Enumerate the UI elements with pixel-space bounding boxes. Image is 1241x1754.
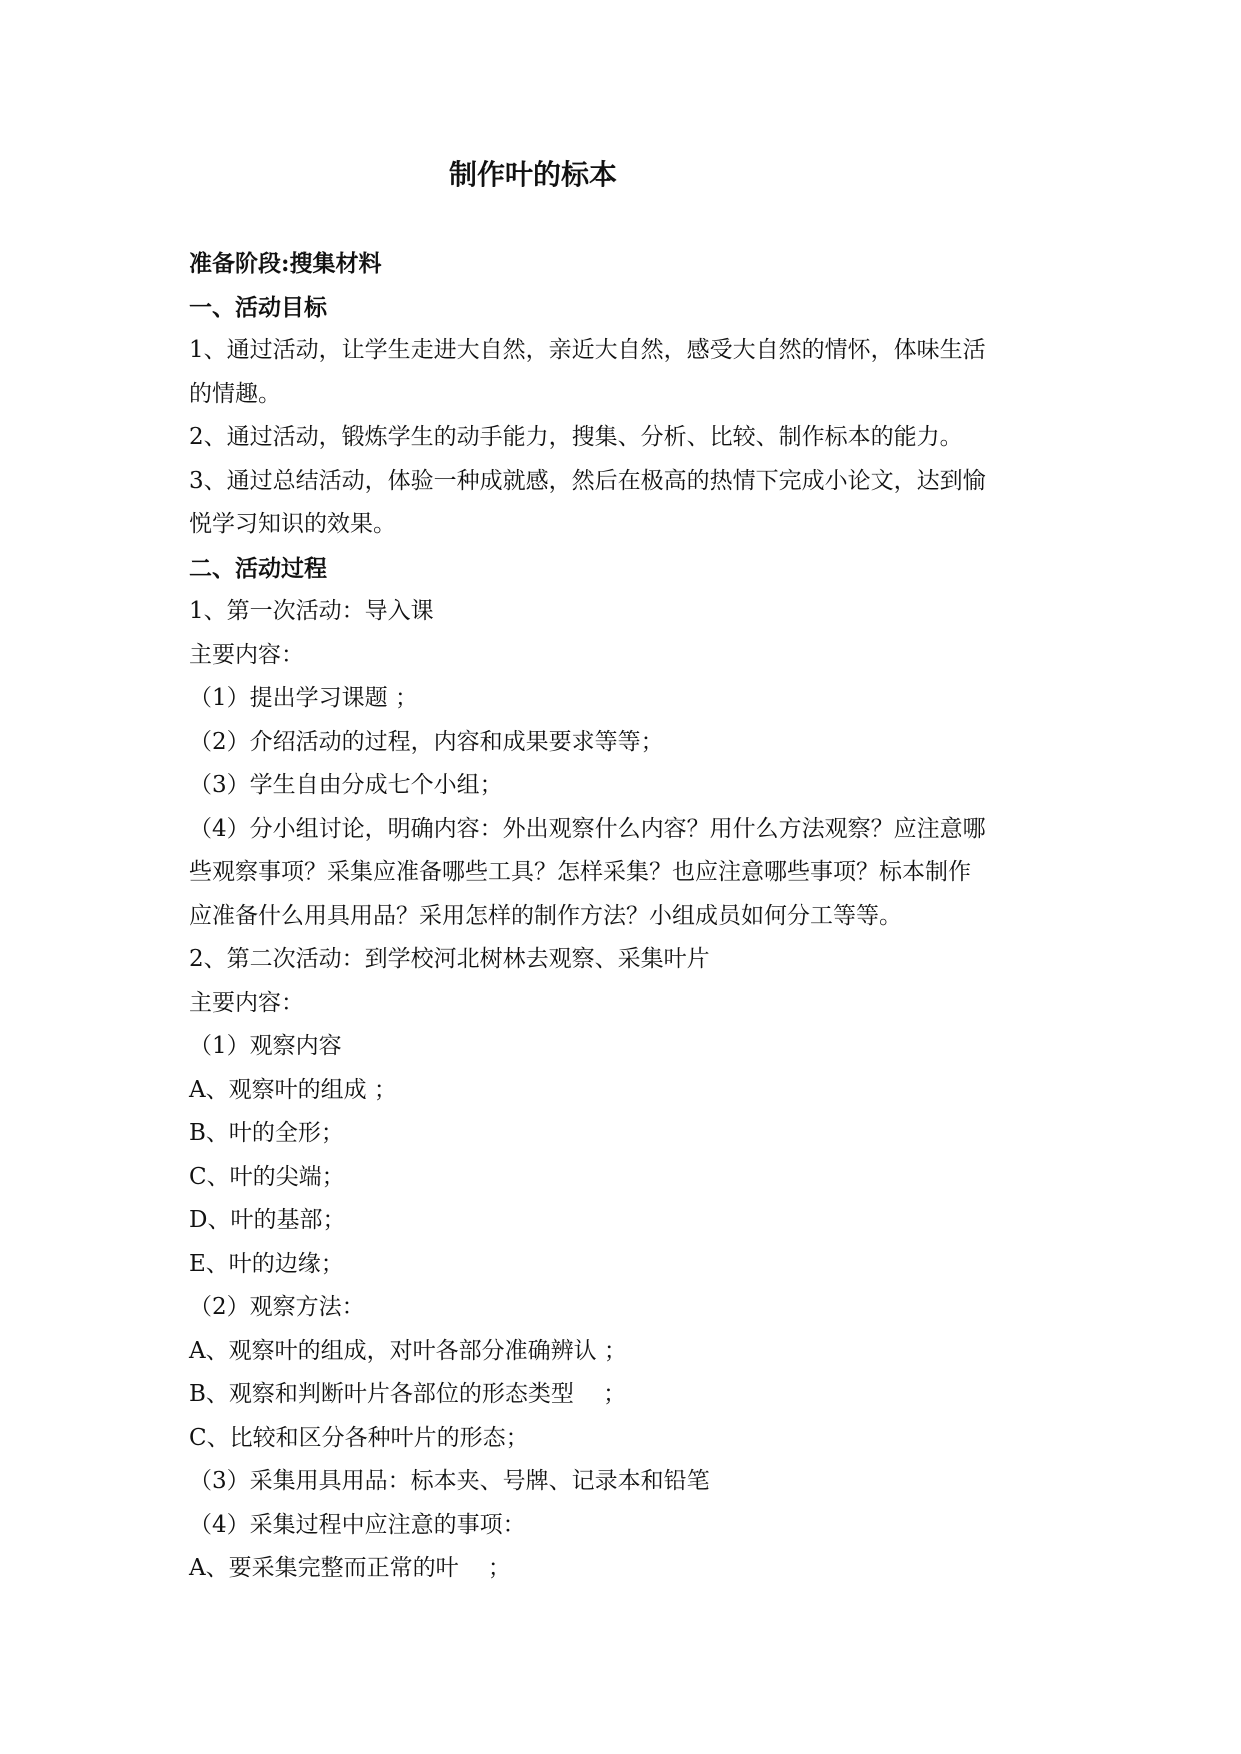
list-item: （3）采集用具用品：标本夹、号牌、记录本和铅笔 <box>189 1468 710 1494</box>
paragraph-line: 的情趣。 <box>189 380 281 407</box>
list-item: （1）提出学习课题 ； <box>189 685 418 711</box>
document-body <box>189 242 1069 1591</box>
list-item: （4）分小组讨论，明确内容：外出观察什么内容？用什么方法观察？应注意哪 <box>189 815 986 842</box>
paragraph-line: 3、通过总结活动，体验一种成就感，然后在极高的热情下完成小论文，达到愉 <box>189 467 986 494</box>
list-item: （1）观察内容 <box>189 1033 342 1059</box>
paragraph-line: 1、通过活动，让学生走进大自然，亲近大自然，感受大自然的情怀，体味生活 <box>189 337 986 363</box>
document-title: 制作叶的标本 <box>448 158 617 191</box>
section-heading-preparation: 准备阶段:搜集材料 <box>189 250 382 277</box>
list-item: （4）采集过程中应注意的事项： <box>189 1511 526 1538</box>
paragraph-line: 应准备什么用具用品？采用怎样的制作方法？小组成员如何分工等等。 <box>189 902 902 929</box>
paragraph-line: 主要内容： <box>189 641 304 668</box>
list-item: （2）观察方法： <box>189 1294 365 1320</box>
list-item: （2）介绍活动的过程，内容和成果要求等等； <box>189 728 664 755</box>
list-item: E、叶的边缘； <box>189 1250 344 1277</box>
section-heading-goals: 一、活动目标 <box>189 293 327 321</box>
list-item: （3）学生自由分成七个小组； <box>189 772 503 798</box>
list-item: A、观察叶的组成 ； <box>189 1076 397 1103</box>
section-heading-process: 二、活动过程 <box>189 554 327 582</box>
list-item: C、叶的尖端； <box>189 1163 345 1190</box>
list-item: D、叶的基部； <box>189 1207 346 1233</box>
paragraph-line: 悦学习知识的效果。 <box>189 511 396 537</box>
paragraph-line: 1、第一次活动：导入课 <box>189 598 434 624</box>
paragraph-line: 2、通过活动，锻炼学生的动手能力，搜集、分析、比较、制作标本的能力。 <box>189 424 963 450</box>
paragraph-line: 主要内容： <box>189 989 304 1016</box>
list-item: A、观察叶的组成，对叶各部分准确辨认 ； <box>189 1337 627 1364</box>
list-item: C、比较和区分各种叶片的形态； <box>189 1424 529 1451</box>
list-item: A、要采集完整而正常的叶 ； <box>189 1555 511 1581</box>
list-item: B、观察和判断叶片各部位的形态类型 ； <box>189 1381 627 1407</box>
list-item: B、叶的全形； <box>189 1120 344 1146</box>
paragraph-line: 2、第二次活动：到学校河北树林去观察、采集叶片 <box>189 946 710 972</box>
paragraph-line: 些观察事项？采集应准备哪些工具？怎样采集？也应注意哪些事项？标本制作 <box>189 859 971 885</box>
